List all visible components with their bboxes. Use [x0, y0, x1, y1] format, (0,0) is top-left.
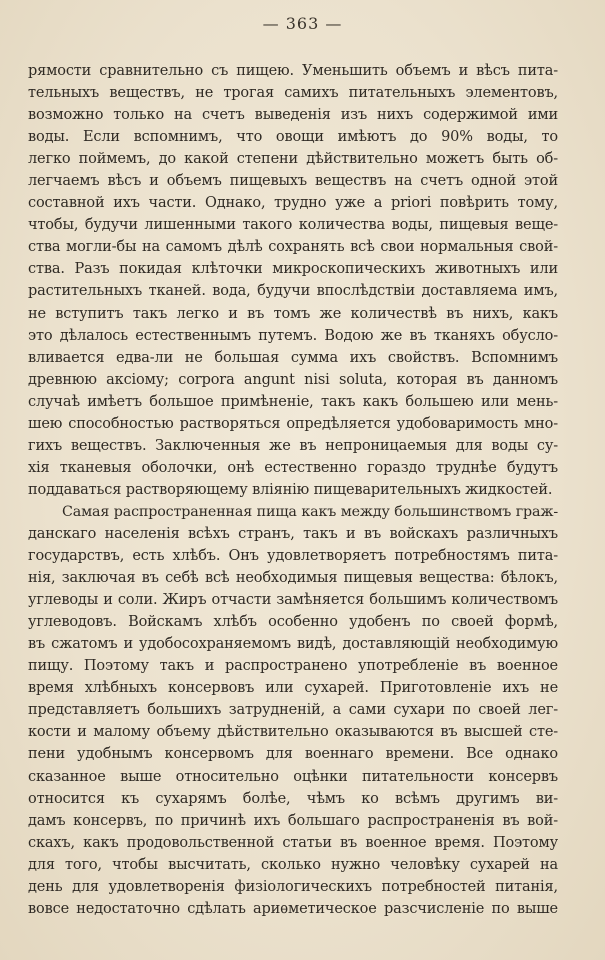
text-line: воды. Если вспомнимъ, что овощи имѣютъ до 90% воды, то [28, 129, 558, 146]
text-line: сказанное выше относительно оцѣнки питательности консервъ [28, 768, 558, 785]
text-line: для того, чтобы высчитать, сколько нужно человѣку сухарей на [28, 856, 558, 873]
text-line: кости и малому объему дѣйствительно оказываются въ высшей сте- [28, 724, 558, 741]
text-line: пищу. Поэтому такъ и распространено употребленіе въ военное [28, 658, 558, 675]
text-line: время хлѣбныхъ консервовъ или сухарей. Приготовленіе ихъ не [28, 680, 558, 697]
text-line: ства могли-бы на самомъ дѣлѣ сохранять всѣ свои нормальныя свой- [28, 239, 558, 256]
text-line: легчаемъ вѣсъ и объемъ пищевыхъ веществъ на счетъ одной этой [28, 173, 558, 190]
text-line: гихъ веществъ. Заключенныя же въ непроницаемыя для воды су- [28, 437, 558, 454]
text-line: поддаваться растворяющему вліянію пищеварительныхъ жидкостей. [28, 481, 553, 498]
text-line: хія тканевыя оболочки, онѣ естественно гораздо труднѣе будутъ [28, 459, 558, 476]
text-line: растительныхъ тканей. вода, будучи впослѣдствіи доставляема имъ, [28, 283, 558, 300]
text-line: вливается едва-ли не большая сумма ихъ свойствъ. Вспомнимъ [28, 349, 558, 366]
text-line: древнюю аксіому; corpora аngunt nisi soluta, которая въ данномъ [28, 371, 558, 388]
text-line: данскаго населенія всѣхъ странъ, такъ и въ войскахъ различныхъ [28, 525, 558, 542]
text-line: шею способностью растворяться опредѣляется удобоваримость мно- [28, 415, 558, 432]
text-line: пени удобнымъ консервомъ для военнаго времени. Все однако [28, 746, 558, 763]
text-line: ства. Разъ покидая клѣточки микроскопическихъ животныхъ или [28, 261, 558, 278]
text-line: въ сжатомъ и удобосохраняемомъ видѣ, доставляющій необходимую [28, 636, 558, 653]
text-line: государствъ, есть хлѣбъ. Онъ удовлетворяетъ потребностямъ пита- [28, 548, 558, 565]
text-line: скахъ, какъ продовольственной статьи въ военное время. Поэтому [28, 834, 558, 851]
text-line: не вступитъ такъ легко и въ томъ же количествѣ въ нихъ, какъ [28, 305, 558, 322]
text-line: возможно только на счетъ выведенія изъ нихъ содержимой ими [28, 107, 558, 124]
text-line: день для удовлетворенія физіологическихъ потребностей питанія, [28, 878, 558, 895]
text-line: дамъ консервъ, по причинѣ ихъ большаго распространенія въ вой- [28, 812, 558, 829]
page-number: — 363 — [262, 14, 343, 33]
text-line: случаѣ имѣетъ большое примѣненіе, такъ какъ большею или мень- [28, 393, 558, 410]
text-line: нія, заключая въ себѣ всѣ необходимыя пищевыя вещества: бѣлокъ, [28, 570, 558, 587]
text-line: вовсе недостаточно сдѣлать ариѳметическое разсчисленіе по выше [28, 900, 558, 917]
text-line: относится къ сухарямъ болѣе, чѣмъ ко всѣмъ другимъ ви- [28, 790, 558, 807]
text-line: углеводовъ. Войскамъ хлѣбъ особенно удобенъ по своей формѣ, [28, 614, 558, 631]
text-line: составной ихъ части. Однако, трудно уже a priori повѣрить тому, [28, 195, 558, 212]
text-line: углеводы и соли. Жиръ отчасти замѣняется большимъ количествомъ [28, 592, 558, 609]
body-text [28, 60, 558, 920]
text-line: тельныхъ веществъ, не трогая самихъ питательныхъ элементовъ, [28, 85, 558, 102]
text-line: это дѣлалось естественнымъ путемъ. Водою же въ тканяхъ обусло- [28, 327, 558, 344]
text-line: представляетъ большихъ затрудненій, а сами сухари по своей лег- [28, 702, 558, 719]
text-line: рямости сравнительно съ пищею. Уменьшить объемъ и вѣсъ пита- [28, 63, 558, 79]
text-line: Самая распространенная пища какъ между большинствомъ граж- [62, 503, 558, 520]
text-line: чтобы, будучи лишенными такого количества воды, пищевыя веще- [28, 217, 558, 234]
text-line: легко поймемъ, до какой степени дѣйствительно можетъ быть об- [28, 151, 558, 168]
